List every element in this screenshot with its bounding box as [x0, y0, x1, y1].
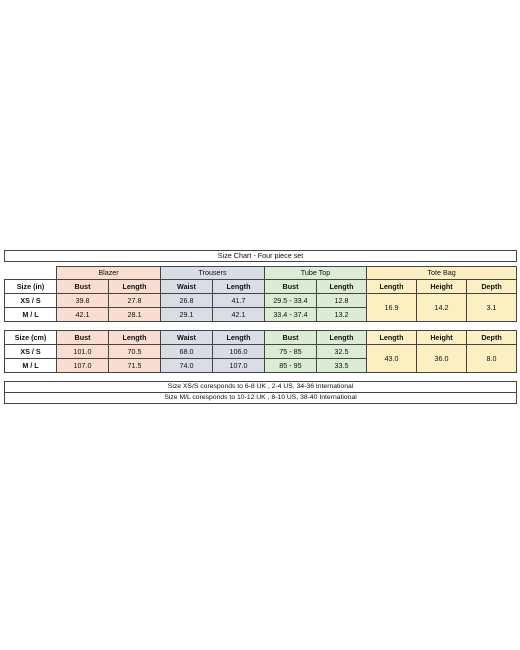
value-cell: 29.1: [161, 308, 213, 322]
tote-depth-cell: 8.0: [467, 345, 517, 373]
value-cell: 85 - 95: [265, 359, 317, 373]
size-cell: M / L: [5, 359, 57, 373]
tote-height-cell: 36.0: [417, 345, 467, 373]
header-cell: Bust: [57, 280, 109, 294]
table-row: [5, 294, 517, 308]
value-cell: 107.0: [57, 359, 109, 373]
title-row: [5, 251, 517, 262]
column-header-row-inches: [5, 280, 517, 294]
group-trousers: Trousers: [161, 267, 265, 280]
note-m-l: Size M/L coresponds to 10-12 UK , 8-10 US, 38-40 International: [5, 393, 517, 404]
value-cell: 33.5: [317, 359, 367, 373]
header-cell: Length: [317, 280, 367, 294]
header-cell: Waist: [161, 331, 213, 345]
header-cell: Bust: [265, 280, 317, 294]
header-cell: Length: [213, 331, 265, 345]
value-cell: 74.0: [161, 359, 213, 373]
header-cell: Length: [367, 280, 417, 294]
header-cell: Depth: [467, 331, 517, 345]
value-cell: 32.5: [317, 345, 367, 359]
group-header-row-inches: [5, 267, 517, 280]
chart-title: Size Chart - Four piece set: [5, 251, 517, 262]
group-tote-bag: Tote Bag: [367, 267, 517, 280]
column-header-row-cm: [5, 331, 517, 345]
value-cell: 42.1: [213, 308, 265, 322]
tote-depth-cell: 3.1: [467, 294, 517, 322]
size-cell: XS / S: [5, 294, 57, 308]
value-cell: 27.8: [109, 294, 161, 308]
value-cell: 12.8: [317, 294, 367, 308]
value-cell: 41.7: [213, 294, 265, 308]
header-cell: Height: [417, 280, 467, 294]
size-chart-sheet: [4, 250, 516, 404]
header-cell: Length: [317, 331, 367, 345]
tote-length-cell: 16.9: [367, 294, 417, 322]
value-cell: 68.0: [161, 345, 213, 359]
value-cell: 26.8: [161, 294, 213, 308]
header-cell: Length: [109, 331, 161, 345]
header-cell: Depth: [467, 280, 517, 294]
note-row: [5, 382, 517, 393]
value-cell: 42.1: [57, 308, 109, 322]
value-cell: 106.0: [213, 345, 265, 359]
header-cell: Bust: [265, 331, 317, 345]
header-cell: Waist: [161, 280, 213, 294]
tote-length-cell: 43.0: [367, 345, 417, 373]
header-cell: Bust: [57, 331, 109, 345]
size-label-cm: Size (cm): [5, 331, 57, 345]
value-cell: 39.8: [57, 294, 109, 308]
value-cell: 107.0: [213, 359, 265, 373]
note-row: [5, 393, 517, 404]
size-cell: M / L: [5, 308, 57, 322]
value-cell: 13.2: [317, 308, 367, 322]
header-cell: Length: [213, 280, 265, 294]
value-cell: 75 - 85: [265, 345, 317, 359]
value-cell: 29.5 - 33.4: [265, 294, 317, 308]
size-cell: XS / S: [5, 345, 57, 359]
header-cell: Length: [109, 280, 161, 294]
value-cell: 70.5: [109, 345, 161, 359]
value-cell: 71.5: [109, 359, 161, 373]
size-label-inches: Size (in): [5, 280, 57, 294]
header-cell: Length: [367, 331, 417, 345]
size-chart-table: [4, 250, 517, 404]
value-cell: 28.1: [109, 308, 161, 322]
tote-height-cell: 14.2: [417, 294, 467, 322]
value-cell: 33.4 - 37.4: [265, 308, 317, 322]
group-blazer: Blazer: [57, 267, 161, 280]
group-tube-top: Tube Top: [265, 267, 367, 280]
header-cell: Height: [417, 331, 467, 345]
note-xs-s: Size XS/S coresponds to 6-8 UK , 2-4 US, 34-36 International: [5, 382, 517, 393]
value-cell: 101.0: [57, 345, 109, 359]
table-row: [5, 345, 517, 359]
